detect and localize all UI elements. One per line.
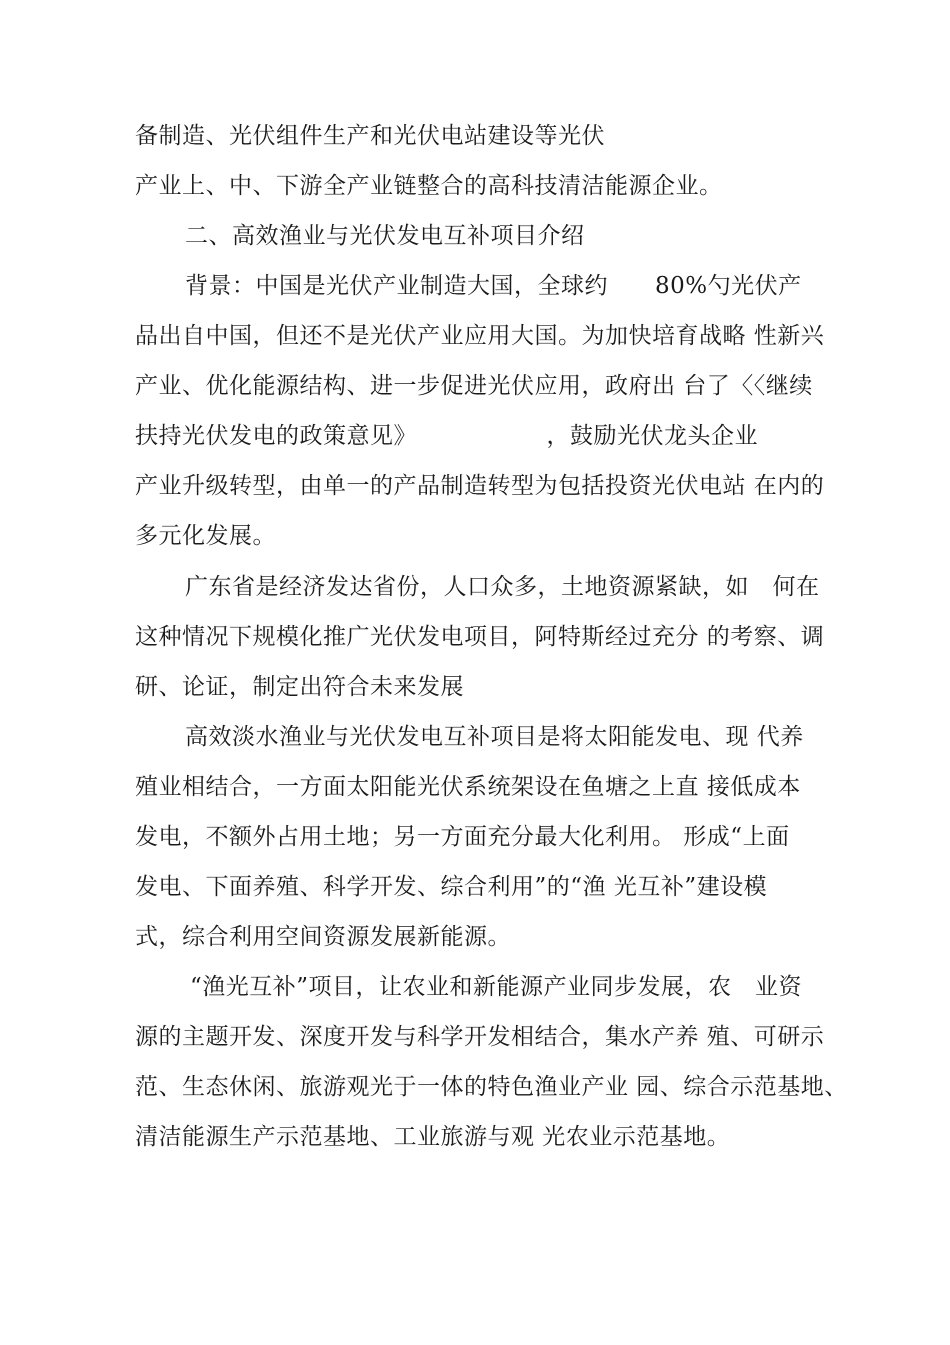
paragraph-line: 源的主题开发、深度开发与科学开发相结合，集水产养 殖、可研示: [135, 1024, 825, 1050]
paragraph-line: 广东省是经济发达省份，人口众多，土地资源紧缺，如 何在: [185, 574, 820, 600]
paragraph-line: “渔光互补”项目，让农业和新能源产业同步发展，农 业资: [190, 974, 803, 1000]
paragraph-line: 发电、下面养殖、科学开发、综合利用”的“渔 光互补”建设模: [135, 874, 768, 900]
paragraph-line: 产业、优化能源结构、进一步促进光伏应用，政府出 台了〈〈继续: [135, 373, 813, 399]
paragraph-line: 产业上、中、下游全产业链整合的高科技清洁能源企业。: [135, 173, 723, 199]
paragraph-line: 备制造、光伏组件生产和光伏电站建设等光伏: [135, 123, 605, 149]
paragraph-line: 这种情况下规模化推广光伏发电项目，阿特斯经过充分 的考察、调: [135, 624, 825, 650]
paragraph-line: 发电，不额外占用土地；另一方面充分最大化利用。 形成“上面: [135, 824, 790, 850]
paragraph-line: 品出自中国，但还不是光伏产业应用大国。为加快培育战略 性新兴: [135, 323, 825, 349]
paragraph-line: 殖业相结合，一方面太阳能光伏系统架设在鱼塘之上直 接低成本: [135, 774, 801, 800]
paragraph-line: 研、论证，制定出符合未来发展: [135, 674, 464, 700]
paragraph-line: 式，综合利用空间资源发展新能源。: [135, 924, 511, 950]
paragraph-line: 产业升级转型，由单一的产品制造转型为包括投资光伏电站 在内的: [135, 473, 825, 499]
paragraph-line: 扶持光伏发电的政策意见》 ，鼓励光伏龙头企业: [135, 423, 758, 449]
section-heading: 二、高效渔业与光伏发电互补项目介绍: [185, 223, 585, 249]
paragraph-line: 清洁能源生产示范基地、工业旅游与观 光农业示范基地。: [135, 1124, 731, 1150]
paragraph-line: 高效淡水渔业与光伏发电互补项目是将太阳能发电、现 代养: [185, 724, 804, 750]
paragraph-line: 多元化发展。: [135, 523, 276, 549]
paragraph-line: 范、生态休闲、旅游观光于一体的特色渔业产业 园、综合示范基地、: [135, 1074, 848, 1100]
paragraph-line: 背景：中国是光伏产业制造大国，全球约 80%勺光伏产: [185, 273, 802, 299]
